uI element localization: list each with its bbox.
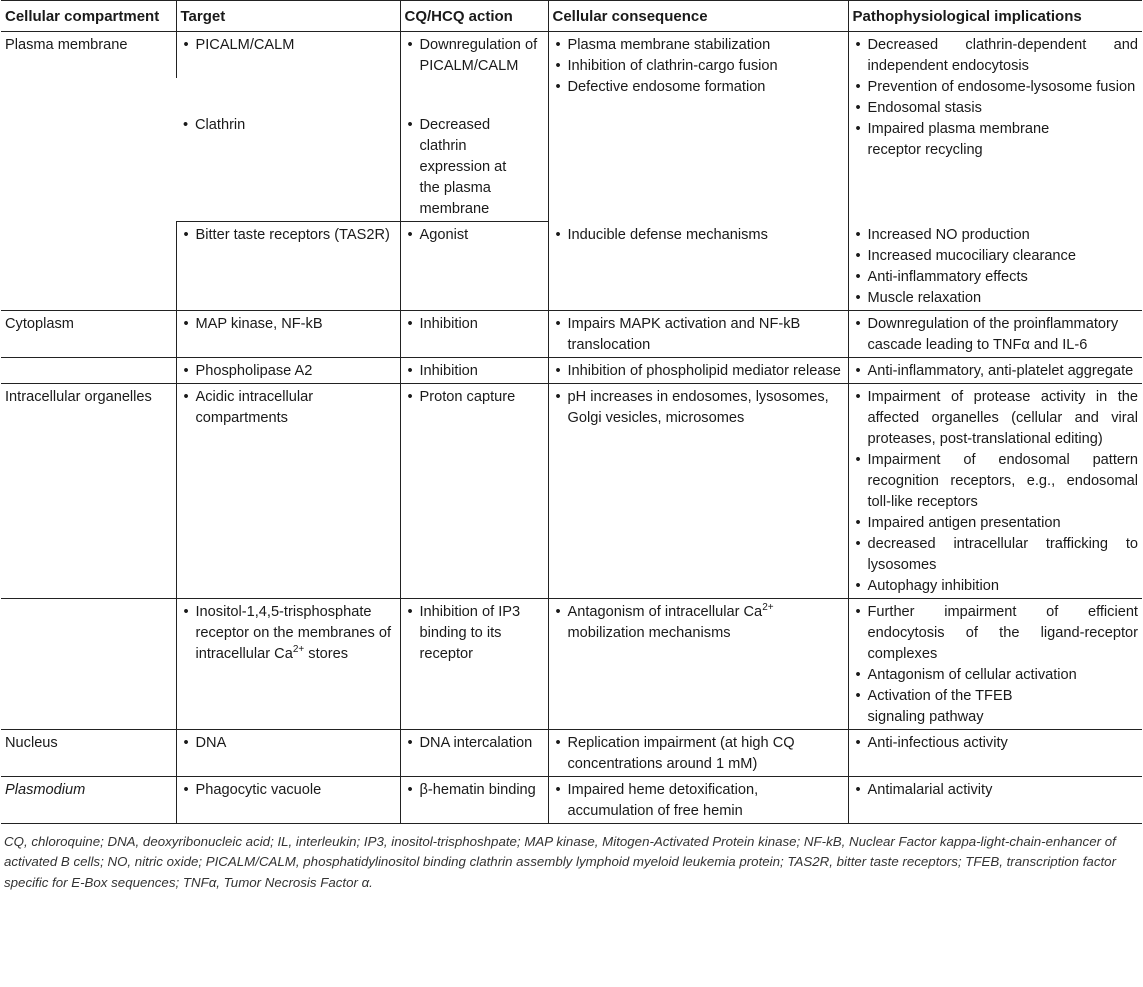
list-item: • Downregulation of PICALM/CALM bbox=[405, 35, 544, 77]
list-item: • DNA intercalation bbox=[405, 733, 544, 754]
compartment-cell bbox=[1, 222, 176, 311]
table-footnote: CQ, chloroquine; DNA, deoxyribonucleic acid; IL, interleukin; IP3, inositol-trisphoshpate; MAP kinase, Mitogen-Activated Protein kinase; NF-kB, Nuclear Factor kappa-light-chain-enhancer of activated B cells; NO, nitric oxide; PICALM/CALM, phosphatidylinositol binding clathrin assembly lymphoid myeloid leukemia protein; TAS2R, bitter taste receptors; TFEB, transcription factor specific for E-Box sequences; TNFα, Tumor Necrosis Factor α. bbox=[4, 833, 1116, 890]
list-item: • pH increases in endosomes, lysosomes, Golgi vesicles, microsomes bbox=[553, 387, 844, 429]
list-item: • Inhibition bbox=[405, 361, 544, 382]
action-cell bbox=[400, 357, 548, 383]
superscript: 2+ bbox=[292, 643, 305, 655]
list-item: • Anti-infectious activity bbox=[853, 733, 1139, 754]
target-text: Inositol-1,4,5-trisphosphate receptor on the membranes of intracellular Ca bbox=[195, 603, 391, 662]
table-row bbox=[1, 598, 1142, 729]
header-target: Target bbox=[176, 1, 400, 32]
list-item: • Proton capture bbox=[405, 387, 544, 408]
list-item: • Impairment of protease activity in the affected organelles (cellular and viral proteases, post-translational editing) bbox=[853, 387, 1139, 450]
header-implications: Pathophysiological implications bbox=[848, 1, 1142, 32]
list-item: • Bitter taste receptors (TAS2R) bbox=[181, 225, 396, 246]
compartment-cell: Intracellular organelles bbox=[1, 383, 176, 598]
list-item: • Impairment of endosomal pattern recognition receptors, e.g., endosomal toll-like receptors bbox=[853, 450, 1139, 513]
consequence-cell bbox=[548, 357, 848, 383]
header-compartment: Cellular compartment bbox=[1, 1, 176, 32]
target-cell bbox=[176, 222, 400, 311]
compartment-cell: Nucleus bbox=[1, 729, 176, 776]
implications-cell bbox=[848, 222, 1142, 311]
list-item: • Inhibition bbox=[405, 314, 544, 335]
consequence-cell bbox=[548, 776, 848, 823]
implications-cell bbox=[848, 357, 1142, 383]
target-cell bbox=[176, 776, 400, 823]
target-cell bbox=[176, 729, 400, 776]
list-item bbox=[181, 602, 396, 665]
consequence-text-end: mobilization mechanisms bbox=[567, 624, 731, 641]
list-item bbox=[553, 602, 844, 644]
consequence-cell bbox=[548, 32, 848, 222]
compartment-cell bbox=[1, 598, 176, 729]
list-item: • Inhibition of phospholipid mediator release bbox=[553, 361, 844, 382]
list-item: • Phospholipase A2 bbox=[181, 361, 396, 382]
list-item: • Acidic intracellular compartments bbox=[181, 387, 396, 429]
consequence-cell bbox=[548, 729, 848, 776]
consequence-cell bbox=[548, 310, 848, 357]
list-item: • Autophagy inhibition bbox=[853, 576, 1139, 597]
target-text-end: stores bbox=[304, 645, 349, 662]
list-item: • Downregulation of the proinflammatory cascade leading to TNFα and IL-6 bbox=[853, 314, 1139, 356]
header-consequence: Cellular consequence bbox=[548, 1, 848, 32]
table-row bbox=[1, 729, 1142, 776]
target-cell bbox=[176, 383, 400, 598]
list-item: • Increased NO production bbox=[853, 225, 1139, 246]
list-item: • Endosomal stasis bbox=[853, 98, 1139, 119]
list-item: • Antimalarial activity bbox=[853, 780, 1139, 801]
superscript: 2+ bbox=[762, 601, 774, 613]
list-item: • Inhibition of clathrin-cargo fusion bbox=[553, 56, 844, 77]
list-item: • Anti-inflammatory effects bbox=[853, 267, 1139, 288]
target-cell bbox=[176, 310, 400, 357]
list-item: • Inhibition of IP3 binding to its receptor bbox=[405, 602, 544, 665]
list-item: • DNA bbox=[181, 733, 396, 754]
list-item: • decreased intracellular trafficking to lysosomes bbox=[853, 534, 1139, 576]
implications-cell bbox=[848, 729, 1142, 776]
list-item: • Inducible defense mechanisms bbox=[553, 225, 844, 246]
target-cell bbox=[176, 598, 400, 729]
target-cell bbox=[176, 357, 400, 383]
list-item: • Decreased clathrin-dependent and independent endocytosis bbox=[853, 35, 1139, 77]
table-row bbox=[1, 776, 1142, 823]
list-item: • Clathrin bbox=[180, 115, 396, 136]
list-item: • β-hematin binding bbox=[405, 780, 544, 801]
consequence-cell bbox=[548, 598, 848, 729]
action-cell bbox=[400, 78, 548, 222]
table-row bbox=[1, 383, 1142, 598]
list-item: • Anti-inflammatory, anti-platelet aggregate bbox=[853, 361, 1139, 382]
cq-hcq-table bbox=[1, 0, 1142, 824]
consequence-cell bbox=[548, 383, 848, 598]
consequence-text: Antagonism of intracellular Ca bbox=[567, 603, 763, 620]
list-item: • Impaired heme detoxification, accumulation of free hemin bbox=[553, 780, 798, 822]
action-cell bbox=[400, 598, 548, 729]
list-item: • Further impairment of efficient endocytosis of the ligand-receptor complexes bbox=[853, 602, 1139, 665]
action-cell bbox=[400, 32, 548, 79]
implications-cell bbox=[848, 32, 1142, 222]
list-item: • PICALM/CALM bbox=[181, 35, 396, 56]
list-item: • Decreased clathrin expression at the plasma membrane bbox=[405, 115, 530, 220]
list-item: • Impairs MAPK activation and NF-kB translocation bbox=[553, 314, 844, 356]
consequence-cell bbox=[548, 222, 848, 311]
implications-cell bbox=[848, 776, 1142, 823]
compartment-cell bbox=[1, 357, 176, 383]
list-item: • Replication impairment (at high CQ concentrations around 1 mM) bbox=[553, 733, 844, 775]
list-item: • Increased mucociliary clearance bbox=[853, 246, 1139, 267]
action-cell bbox=[400, 310, 548, 357]
list-item: • Muscle relaxation bbox=[853, 288, 1139, 309]
list-item: • Activation of the TFEB signaling pathway bbox=[853, 686, 1048, 728]
list-item: • Defective endosome formation bbox=[553, 77, 844, 98]
action-cell bbox=[400, 776, 548, 823]
table-header-row bbox=[1, 1, 1142, 32]
compartment-cell: Cytoplasm bbox=[1, 310, 176, 357]
list-item: • Phagocytic vacuole bbox=[181, 780, 396, 801]
list-item: • Agonist bbox=[405, 225, 544, 246]
list-item: • Prevention of endosome-lysosome fusion bbox=[853, 77, 1139, 98]
table-row bbox=[1, 357, 1142, 383]
action-cell bbox=[400, 729, 548, 776]
table-row bbox=[1, 310, 1142, 357]
table-row bbox=[1, 32, 1142, 79]
action-cell bbox=[400, 222, 548, 311]
list-item: • Impaired plasma membrane receptor recycling bbox=[853, 119, 1058, 161]
implications-cell bbox=[848, 598, 1142, 729]
implications-cell bbox=[848, 310, 1142, 357]
implications-cell bbox=[848, 383, 1142, 598]
table-row bbox=[1, 222, 1142, 311]
list-item: • Impaired antigen presentation bbox=[853, 513, 1139, 534]
list-item: • MAP kinase, NF-kB bbox=[181, 314, 396, 335]
action-cell bbox=[400, 383, 548, 598]
list-item: • Antagonism of cellular activation bbox=[853, 665, 1139, 686]
compartment-cell: Plasmodium bbox=[1, 776, 176, 823]
compartment-cell: Plasma membrane bbox=[5, 37, 128, 53]
list-item: • Plasma membrane stabilization bbox=[553, 35, 844, 56]
target-cell bbox=[176, 32, 400, 79]
target-cell bbox=[176, 78, 400, 222]
header-action: CQ/HCQ action bbox=[400, 1, 548, 32]
